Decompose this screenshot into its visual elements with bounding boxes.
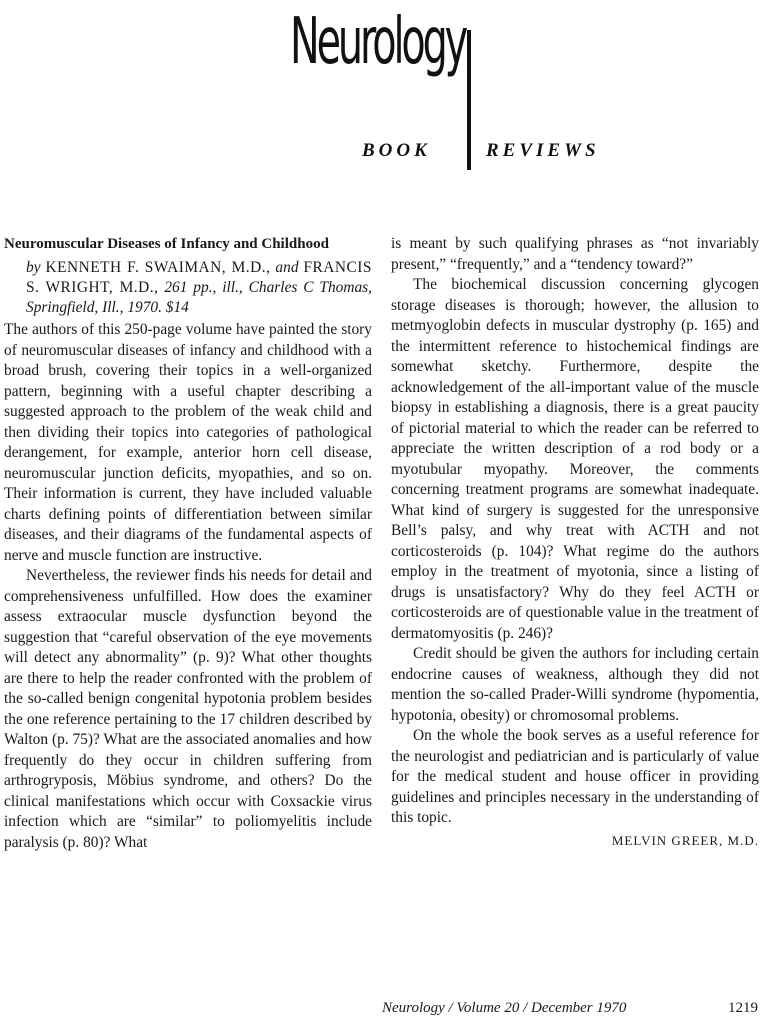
publication-details: 261 pp., ill., Charles C Thomas, Springfield, Ill., 1970. $14 [26, 279, 372, 316]
section-label-book: BOOK [362, 140, 431, 161]
journal-citation: Neurology / Volume 20 / December 1970 [382, 1000, 627, 1016]
body-paragraph: Nevertheless, the reviewer finds his needs for detail and comprehensiveness unfulfilled. How does the examiner assess extraocular muscle dysfunction beyond the suggestion that “careful observation of the eye movements will detect any abnormality” (p. 9)? What other thoughts are there to help the reader confronted with the problem of the so-called benign congenital hypotonia problem besides the one reference pertaining to the 17 children described by Walton (p. 75)? What are the associated anomalies and how frequently do they occur in children suffering from arthrogryposis, Möbius syndrome, and others? Do the clinical manifestations which occur with Coxsackie virus infection which are “similar” to poliomyelitis include paralysis (p. 80)? What [4, 567, 372, 851]
author-2: FRANCIS S. WRIGHT, M.D., [26, 259, 372, 296]
column-left [4, 234, 372, 853]
page-number: 1219 [728, 1000, 758, 1016]
masthead-divider [467, 30, 471, 170]
column-right [391, 234, 759, 851]
reviewer-signature: MELVIN GREER, M.D. [611, 832, 759, 848]
body-paragraph: The biochemical discussion concerning glycogen storage diseases is thorough; however, the allusion to metmyoglobin defects in muscular dystrophy (p. 165) and the intermittent reference to histochemical findings are somewhat sketchy. Furthermore, despite the acknowledgement of the all-important value of the muscle biopsy in establishing a diagnosis, there is a great paucity of pictorial material to which the reader can be referred to appreciate the written description of a rod body or a myotubular myopathy. Moreover, the comments concerning treatment programs are somewhat inadequate. What kind of surgery is suggested for the unresponsive Bell’s palsy, and why treat with ACTH and not corticosteroids (p. 104)? What regime do the authors employ in the treatment of myotonia, since a listing of drugs is unsatisfactory? Why do they feel ACTH or corticosteroids are of questionable value in the treatment of dermatomyositis (p. 246)? [391, 276, 759, 642]
byline-prefix: by [26, 259, 41, 276]
section-label-reviews: REVIEWS [486, 140, 600, 161]
byline-and: and [275, 259, 299, 276]
review-byline [26, 258, 372, 318]
journal-logo-title: Neurology [290, 5, 466, 79]
author-1: KENNETH F. SWAIMAN, M.D., [45, 259, 271, 276]
body-paragraph: The authors of this 250-page volume have painted the story of neuromuscular diseases of infancy and childhood with a broad brush, covering their topics in a well-organized pattern, beginning with a useful chapter describing a suggested approach to the problem of the weak child and then dividing their topics into categories of pathological derangement, for example, anterior horn cell disease, neuromuscular junction deficits, myopathies, and so on. Their information is current, they have included valuable charts defining points of differentiation between similar diseases, and their diagrams of the fundamental aspects of nerve and muscle function are instructive. [4, 321, 372, 564]
body-paragraph: On the whole the book serves as a useful reference for the neurologist and pediatrician and is particularly of value for the medical student and house officer in providing guidelines and principles necessary in the understanding of this topic. [391, 727, 759, 826]
review-title: Neuromuscular Diseases of Infancy and Childhood [4, 236, 329, 252]
body-paragraph: is meant by such qualifying phrases as “not invariably present,” “frequently,” and a “tendency toward?” [391, 235, 759, 273]
body-paragraph: Credit should be given the authors for including certain endocrine causes of weakness, although they did not mention the so-called Prader-Willi syndrome (hypomentia, hypotonia, obesity) or chromosomal problems. [391, 645, 759, 724]
page-footer [382, 1000, 762, 1017]
